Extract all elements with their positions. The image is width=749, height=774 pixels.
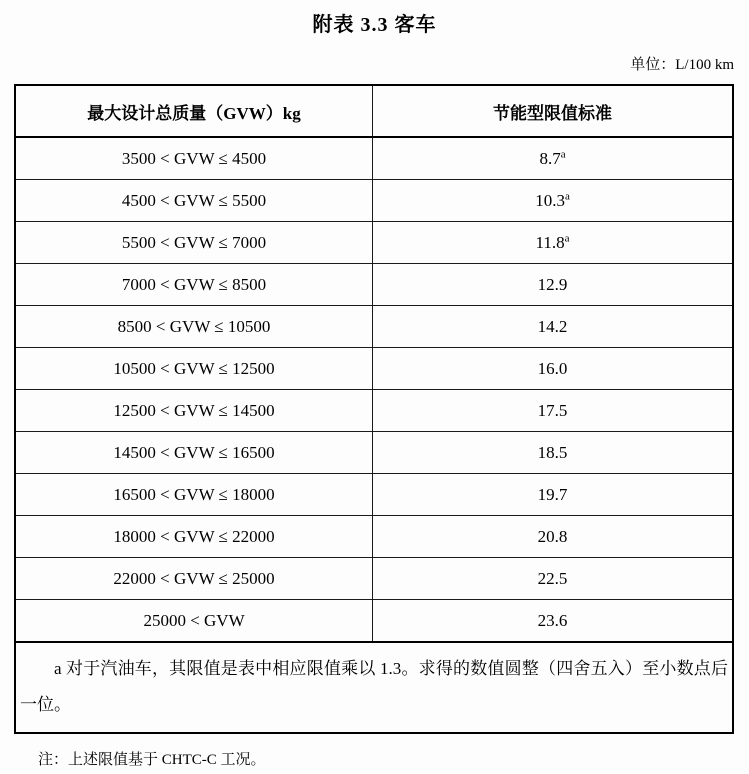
- limit-value-cell: 20.8: [373, 516, 733, 558]
- table-row: [15, 390, 733, 432]
- table-header: [15, 85, 733, 137]
- header-row: [15, 85, 733, 137]
- header-gvw-column: 最大设计总质量（GVW）kg: [15, 85, 373, 137]
- gvw-range-cell: 16500 < GVW ≤ 18000: [15, 474, 373, 516]
- gvw-range-cell: 12500 < GVW ≤ 14500: [15, 390, 373, 432]
- table-row: [15, 600, 733, 643]
- note-text: 注：上述限值基于 CHTC-C 工况。: [38, 752, 266, 769]
- table-row: [15, 558, 733, 600]
- table-row: [15, 264, 733, 306]
- gvw-range-cell: 22000 < GVW ≤ 25000: [15, 558, 373, 600]
- limit-value-cell: 22.5: [373, 558, 733, 600]
- fuel-limit-table: [14, 84, 734, 734]
- table-row: [15, 222, 733, 264]
- table-row: [15, 306, 733, 348]
- table-footnote-section: [15, 642, 733, 733]
- limit-value-cell: 10.3$^a$: [373, 180, 733, 222]
- table-title: 附表 3.3 客车: [312, 14, 437, 36]
- gvw-range-cell: 4500 < GVW ≤ 5500: [15, 180, 373, 222]
- limit-value-cell: 18.5: [373, 432, 733, 474]
- unit-label: 单位：L/100 km: [630, 57, 734, 73]
- gvw-range-cell: 10500 < GVW ≤ 12500: [15, 348, 373, 390]
- limit-value-cell: 11.8$^a$: [373, 222, 733, 264]
- gvw-range-cell: 18000 < GVW ≤ 22000: [15, 516, 373, 558]
- limit-value-cell: 14.2: [373, 306, 733, 348]
- footnote-cell: [15, 642, 733, 733]
- limit-value-cell: 19.7: [373, 474, 733, 516]
- gvw-range-cell: 14500 < GVW ≤ 16500: [15, 432, 373, 474]
- footnote-ref: a: [564, 231, 570, 244]
- limit-value-cell: 16.0: [373, 348, 733, 390]
- limit-value-cell: 17.5: [373, 390, 733, 432]
- table-row: [15, 516, 733, 558]
- table-row: [15, 348, 733, 390]
- table-row: [15, 474, 733, 516]
- gvw-range-cell: 8500 < GVW ≤ 10500: [15, 306, 373, 348]
- table-row: [15, 137, 733, 180]
- footnote-ref: a: [560, 147, 566, 160]
- gvw-range-cell: 5500 < GVW ≤ 7000: [15, 222, 373, 264]
- limit-value-cell: 12.9: [373, 264, 733, 306]
- table-row: [15, 180, 733, 222]
- table-row: [15, 432, 733, 474]
- gvw-range-cell: 7000 < GVW ≤ 8500: [15, 264, 373, 306]
- footnote-ref: a: [564, 189, 570, 202]
- footnote-row: [15, 642, 733, 733]
- limit-value-cell: 23.6: [373, 600, 733, 643]
- table-body: [15, 137, 733, 642]
- gvw-range-cell: 3500 < GVW ≤ 4500: [15, 137, 373, 180]
- limit-value-cell: 8.7$^a$: [373, 137, 733, 180]
- gvw-range-cell: 25000 < GVW: [15, 600, 373, 643]
- header-limit-column: 节能型限值标准: [373, 85, 733, 137]
- footnote-text: a 对于汽油车，其限值是表中相应限值乘以 1.3。求得的数值圆整（四舍五入）至小数点后一位。: [20, 659, 728, 714]
